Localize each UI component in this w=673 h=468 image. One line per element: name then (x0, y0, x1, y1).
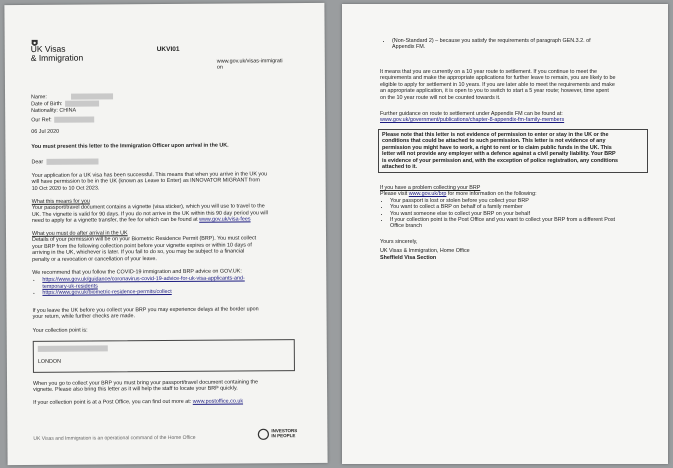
intro-line: will have permission to be in the UK (known as Leave to Enter) as INNOVATOR MIGRANT from (31, 177, 260, 186)
notice-line: letter will not provide any employer with a defence against a civil penalty liability. Your BRP (382, 151, 616, 158)
reference-code: UKVI01 (156, 45, 180, 54)
non-standard-line: Appendix FM. (392, 44, 426, 51)
letter-date: 06 Jul 2020 (31, 128, 60, 135)
leave-line: If you leave the UK before you collect your BRP you may experience delays at the border upon (32, 306, 259, 314)
sign-off-line: Yours sincerely, (380, 239, 418, 245)
leave-line: your return, while further checks are made. (32, 313, 136, 321)
dear-text: Dear (31, 159, 44, 166)
collection-label: Your collection point is: (32, 327, 88, 334)
ten-year-route-paragraph (380, 69, 616, 101)
notice-line: attached to it. (382, 164, 418, 171)
after-arrival-line: penalty or a revocation or cancellation of your leave. (32, 255, 157, 263)
important-notice-box (378, 129, 648, 173)
problem-item: • You want to collect a BRP on behalf of a family member (390, 204, 615, 210)
footer-text: UK Visas and Immigration is an operational command of the Home Office (33, 434, 196, 442)
leave-uk-paragraph (33, 306, 259, 320)
covid-guidance-link[interactable]: https://www.gov.uk/guidance/coronavirus-covid-19-advice-for-uk-visa-applicants-and- (42, 275, 245, 284)
what-means-line: Your passport/travel document contains a vignette (visa sticker), which you will use to travel to the (31, 203, 265, 212)
covid-guidance-link-cont[interactable]: temporary-uk-residents (42, 283, 98, 290)
ten-year-line: eligible to apply for settlement in 10 years. If you are later able to meet the requirements and make (380, 81, 615, 88)
post-office-line: If your collection point is at a Post Office, you can find out more at: (33, 398, 192, 406)
ten-year-line: an appropriate application, it is open to you to switch to start a 5 year route; however, time spent (380, 88, 609, 95)
redacted-name (71, 93, 113, 99)
sign-org: UK Visas & Immigration, Home Office (380, 248, 470, 255)
after-arrival-line: arriving in the UK, whichever is later. If you fail to do so, you may be subject to a financial (32, 248, 245, 257)
what-means-heading: What this means for you (31, 198, 90, 205)
problem-item-cont: Office branch (390, 223, 422, 230)
intro-line: 10 Oct 2020 to 10 Oct 2023. (31, 185, 100, 192)
org-line-2: & Immigration (30, 52, 84, 63)
investors-line-2: IN PEOPLE (271, 433, 296, 439)
redacted-address (38, 345, 108, 351)
org-line-1: UK Visas (30, 43, 66, 54)
website-link[interactable]: www.gov.uk/visas-immigration (216, 58, 283, 72)
notice-line: Please note that this letter is not evidence of permission to enter or stay in the UK or the (382, 132, 609, 138)
must-present-notice: You must present this letter to the Immigration Officer upon arrival in the UK. (31, 142, 229, 150)
collection-point-box (33, 339, 295, 373)
problem-heading: If you have a problem collecting your BRP (380, 185, 481, 191)
bring-paragraph (33, 379, 258, 393)
investors-line-1: INVESTORS (271, 428, 298, 434)
what-means-line: UK. The vignette is valid for 90 days. If you do not arrive in the UK within this 90 day period you will (31, 210, 268, 218)
recommend-line: We recommend that you follow the COVID-19 immigration and BRP advice on GOV.UK: (32, 268, 242, 276)
after-arrival-line: Details of your permission will be on your Biometric Residence Permit (BRP). You must collect (32, 235, 257, 244)
what-means-line: need to apply for a vignette transfer, the fee for which can be found at (31, 216, 198, 225)
salutation (31, 158, 98, 165)
bring-line: vignette. Please also bring this letter as it will help the staff to locate your BRP quickly. (33, 385, 238, 394)
name-label: Name: (31, 94, 47, 101)
problem-item: • Your passport is lost or stolen before you collect your BRP (390, 198, 615, 204)
visa-fees-link[interactable]: www.gov.uk/visa-fees (199, 216, 251, 223)
after-arrival-line: your BRP from the following collection point before your vignette expires or within 10 days of (32, 242, 252, 250)
post-office-paragraph (33, 398, 243, 406)
ten-year-line: on the 10 year route will not be counted towards it. (380, 94, 501, 101)
after-arrival-heading: What you must do after arrival in the UK (31, 230, 128, 237)
after-arrival-section (32, 229, 256, 263)
collection-city: LONDON (37, 358, 61, 365)
dob-label: Date of Birth: (31, 100, 63, 108)
intro-line: Your application for a UK visa has been successful. This means that when you arrive in the UK you (31, 171, 268, 179)
letter-page-1 (4, 3, 327, 465)
sign-section: Sheffield Visa Section (380, 254, 437, 261)
problem-item: • You want someone else to collect your BRP on your behalf (390, 211, 615, 217)
personal-details (31, 93, 113, 123)
intro-paragraph (32, 171, 268, 192)
further-guidance (380, 111, 564, 124)
redacted-recipient (46, 158, 98, 164)
problem-visit-pre: Please visit (380, 191, 408, 198)
bring-line: When you go to collect your BRP you must bring your passport/travel document containing the (33, 379, 258, 387)
what-means-section (32, 197, 268, 224)
redacted-ref (55, 117, 95, 123)
ten-year-line: It means that you are currently on a 10 year route to settlement. If you continue to meet the (380, 69, 597, 75)
post-office-link[interactable]: www.postoffice.co.uk (192, 398, 244, 405)
brp-link[interactable]: www.gov.uk/brp (408, 191, 447, 198)
nationality-label: Nationality: (31, 107, 58, 114)
sign-off (380, 239, 470, 261)
ten-year-line: requirements and make the appropriate applications for further leave to remain, you are likely to be (380, 75, 616, 82)
notice-line: permission you might have to work, a right to rent or to claim public funds in the UK. This (382, 144, 612, 151)
problem-visit-post: for more information on the following: (447, 191, 537, 198)
brp-collect-link[interactable]: https://www.gov.uk/biometric-residence-permits/collect (42, 289, 172, 297)
problem-item: If your collection point is the Post Office and you want to collect your BRP from a different Post (390, 217, 616, 224)
notice-line: conditions that could be attached to such permission. This letter is not evidence of any (382, 138, 606, 145)
org-logo (31, 45, 84, 63)
investors-circle-icon (257, 428, 269, 440)
ref-label: Our Ref: (31, 117, 52, 124)
nationality-value: CHINA (59, 107, 77, 114)
notice-line: is evidence of your permission and, with the exception of police registration, any conditions (382, 157, 619, 164)
appendix-fm-link[interactable]: www.gov.uk/government/publications/chapter-8-appendix-fm-family-members (380, 117, 565, 124)
redacted-dob (66, 100, 100, 106)
non-standard-line: (Non-Standard 2) – because you satisfy the requirements of paragraph GEN.3.2. of (392, 38, 591, 44)
non-standard-bullet (382, 38, 591, 51)
letter-page-2 (342, 4, 668, 464)
problem-collecting-section (380, 185, 615, 230)
further-guidance-line: Further guidance on route to settlement under Appendix FM can be found at: (380, 111, 563, 117)
covid-advice-section (32, 268, 245, 296)
